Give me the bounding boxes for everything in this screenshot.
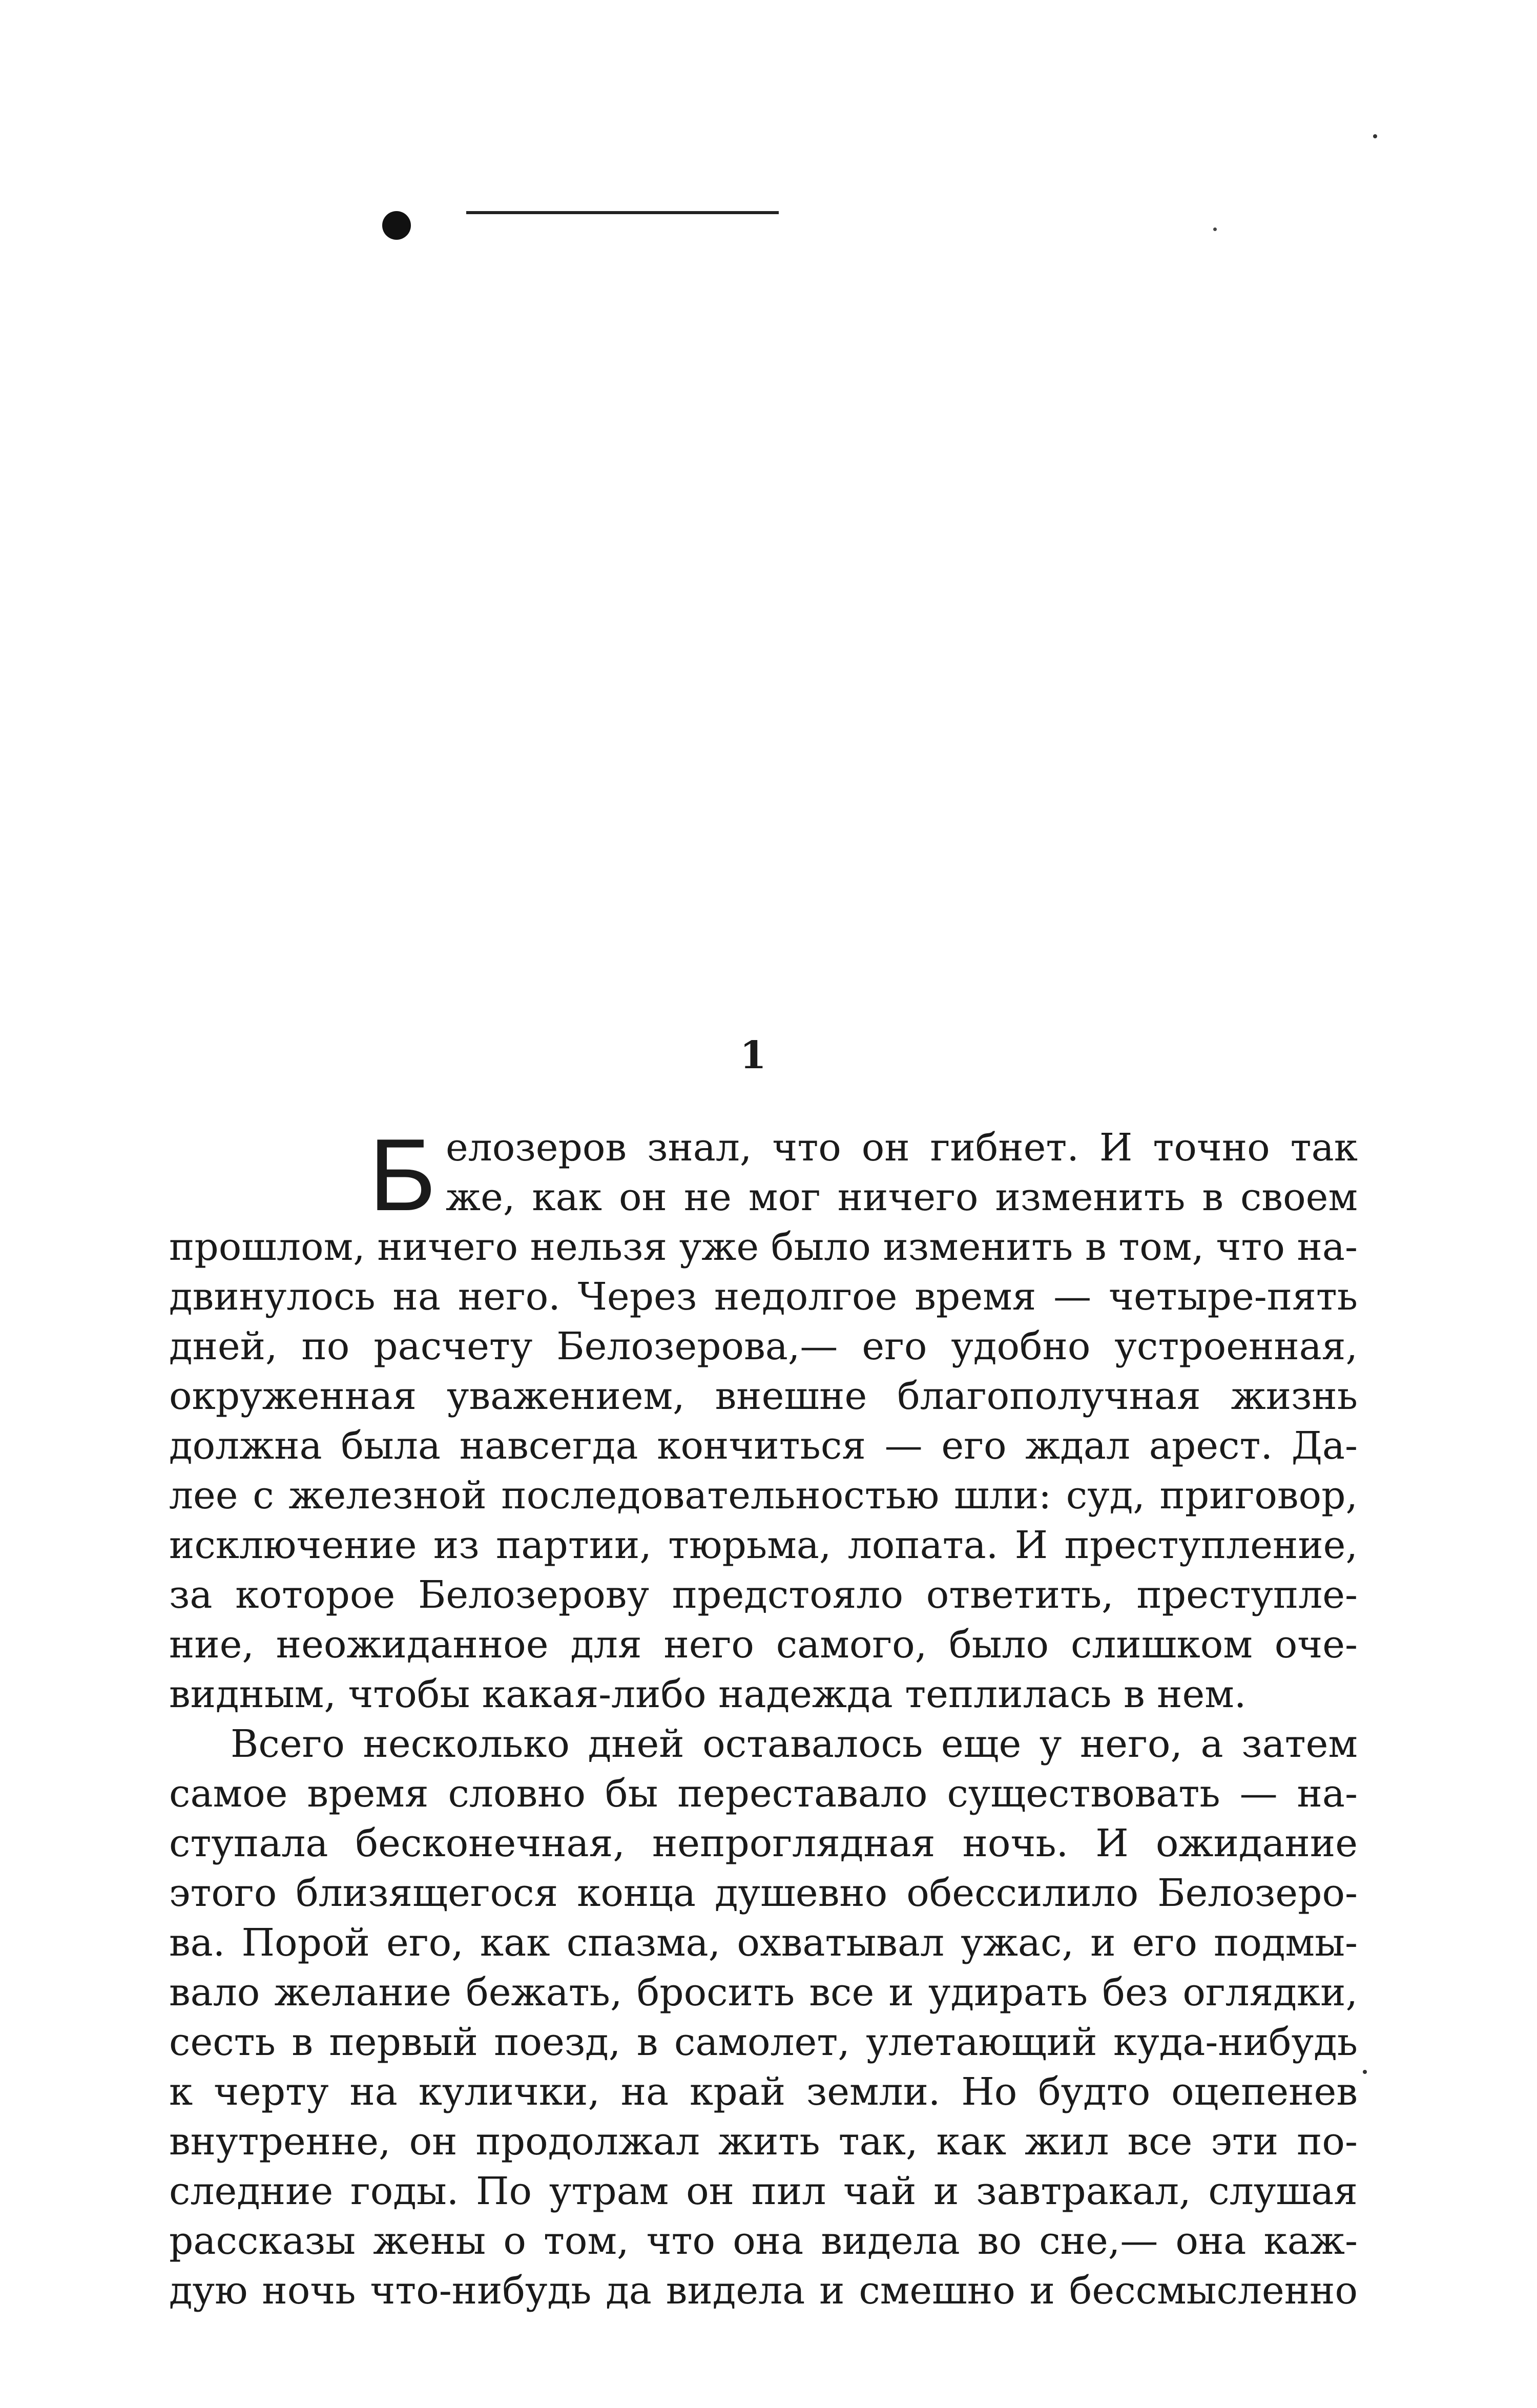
text-line: следние годы. По утрам он пил чай и завтракал, слушая [169, 2169, 1358, 2213]
print-speck [1363, 2070, 1367, 2074]
print-speck [1213, 227, 1217, 231]
text-line: сесть в первый поезд, в самолет, улетающий куда-нибудь [169, 2020, 1358, 2064]
text-line: окруженная уважением, внешне благополучная жизнь [169, 1374, 1358, 1418]
text-line: лее с железной последовательностью шли: суд, приговор, [169, 1473, 1358, 1518]
text-line: дней, по расчету Белозерова,— его удобно устроенная, [169, 1324, 1358, 1368]
text-line: ступала бесконечная, непроглядная ночь. И ожидание [169, 1821, 1358, 1865]
text-line: дую ночь что-нибудь да видела и смешно и бессмысленно [169, 2269, 1358, 2313]
text-line: рассказы жены о том, что она видела во сне,— она каж- [169, 2219, 1358, 2263]
text-line: за которое Белозерову предстояло ответить, преступле- [169, 1573, 1358, 1617]
text-line: видным, чтобы какая-либо надежда теплилась в нем. [169, 1672, 1247, 1716]
text-line: этого близящегося конца душевно обессилило Белозеро- [169, 1871, 1358, 1915]
text-line: ние, неожиданное для него самого, было слишком оче- [169, 1623, 1358, 1667]
text-line: к черту на кулички, на край земли. Но будто оцепенев [169, 2070, 1358, 2114]
drop-cap [369, 1122, 446, 1219]
text-line: должна была навсегда кончиться — его ждал арест. Да- [169, 1424, 1358, 1468]
drop-cap-glyph [369, 1122, 446, 1219]
text-line: же, как он не мог ничего изменить в своем [446, 1175, 1358, 1219]
text-line: Всего несколько дней оставалось еще у него, а затем [231, 1722, 1358, 1766]
text-line: ва. Порой его, как спазма, охватывал ужас, и его подмы- [169, 1921, 1358, 1965]
chapter-number: 1 [740, 1033, 766, 1077]
text-line: вало желание бежать, бросить все и удирать без оглядки, [169, 1970, 1358, 2015]
ornament-rule [466, 211, 779, 214]
text-line: прошлом, ничего нельзя уже было изменить в том, что на- [169, 1225, 1358, 1269]
text-line: внутренне, он продолжал жить так, как жил все эти по- [169, 2120, 1358, 2164]
text-line: двинулось на него. Через недолгое время — четыре-пять [169, 1275, 1358, 1319]
text-line: исключение из партии, тюрьма, лопата. И преступление, [169, 1523, 1358, 1567]
text-line: елозеров знал, что он гибнет. И точно так [446, 1126, 1358, 1170]
ornament-dot [382, 211, 411, 240]
svg-text:Б: Б [369, 1122, 437, 1219]
text-line: самое время словно бы переставало существовать — на- [169, 1772, 1358, 1816]
print-speck [1373, 134, 1377, 138]
